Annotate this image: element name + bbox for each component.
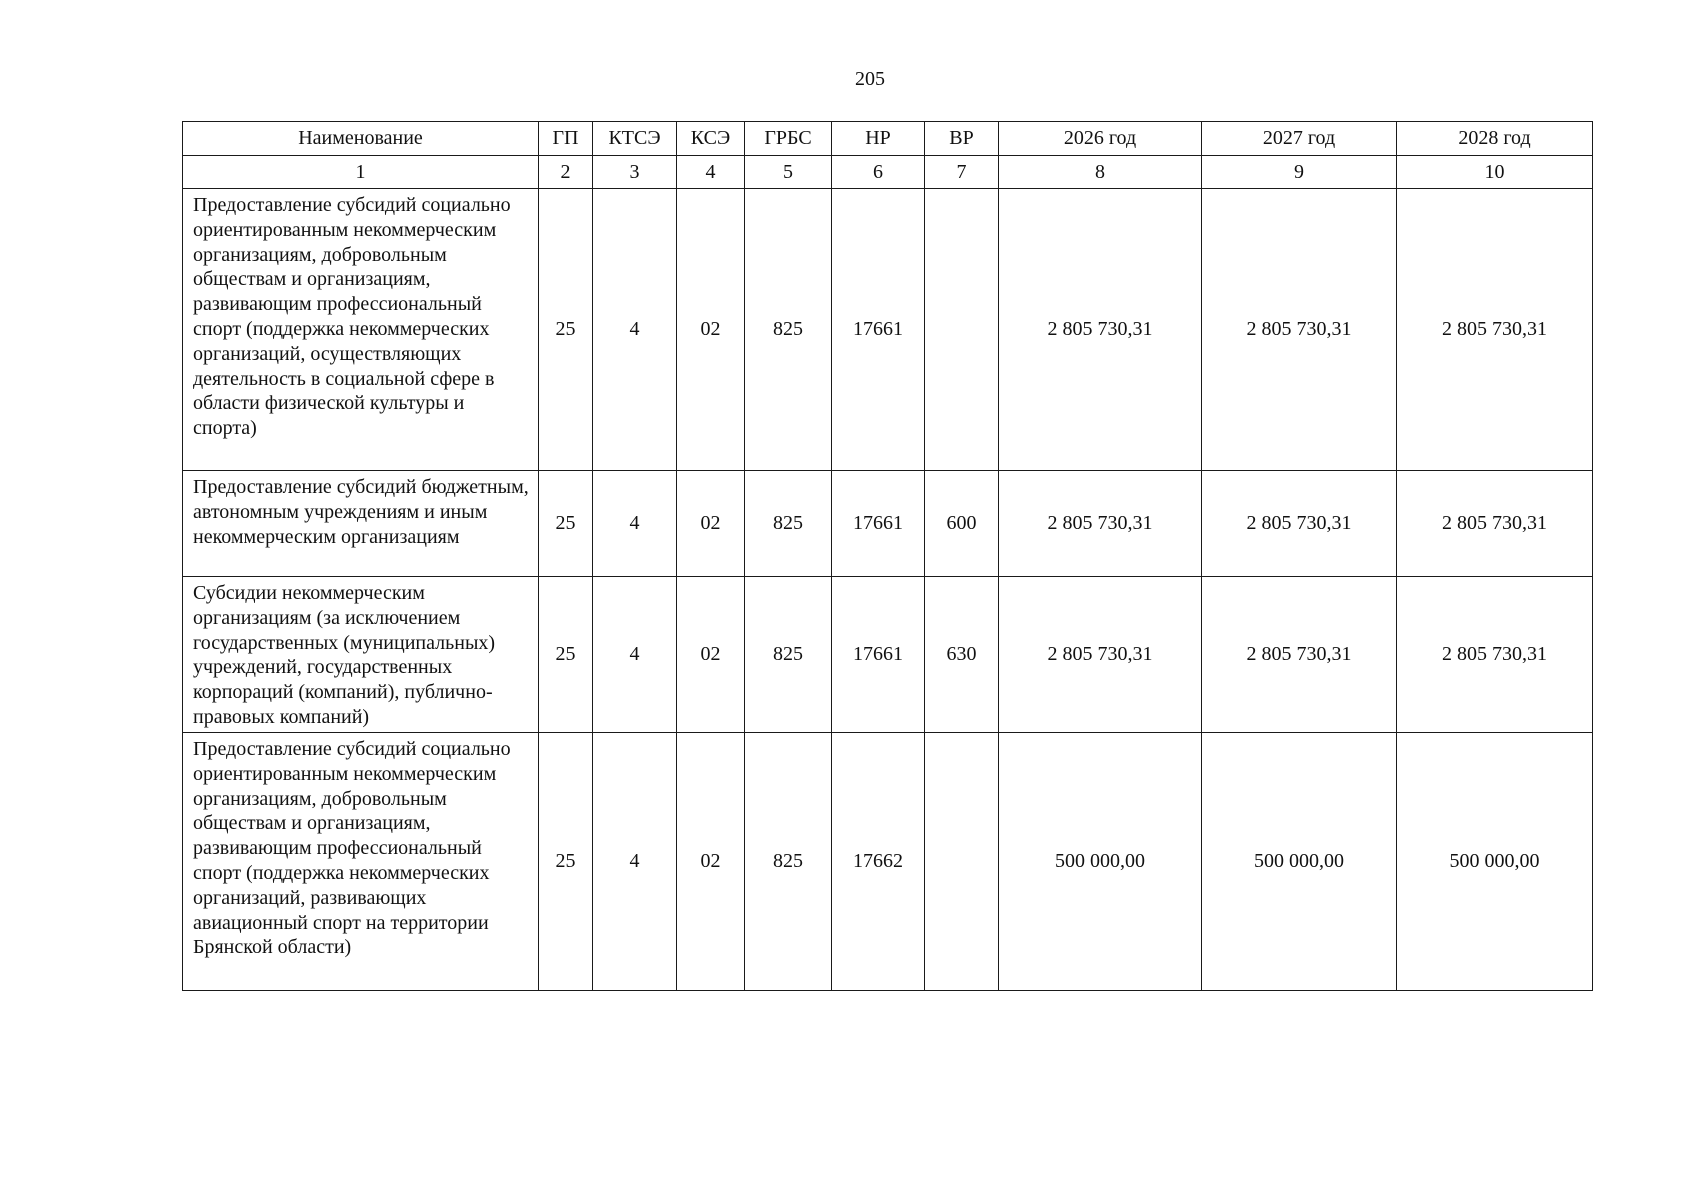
row-vr (925, 189, 999, 471)
row-vr: 600 (925, 471, 999, 577)
budget-table (182, 121, 1593, 991)
column-number: 10 (1397, 156, 1593, 189)
header-ktse: КТСЭ (593, 122, 677, 156)
row-ktse: 4 (593, 471, 677, 577)
row-vr (925, 733, 999, 991)
row-name: Предоставление субсидий социально ориентированным некоммерческим организациям, добровольным обществам и организациям, развивающим профессиональный спорт (поддержка некоммерческих организаций, развивающих авиационный спорт на территории Брянской области) (183, 733, 539, 991)
column-number: 2 (539, 156, 593, 189)
row-kse: 02 (677, 577, 745, 733)
row-2028: 2 805 730,31 (1397, 577, 1593, 733)
column-number: 3 (593, 156, 677, 189)
row-gp: 25 (539, 733, 593, 991)
page-number: 205 (855, 68, 885, 90)
column-number: 5 (745, 156, 832, 189)
row-nr: 17661 (832, 471, 925, 577)
row-2027: 2 805 730,31 (1202, 577, 1397, 733)
row-kse: 02 (677, 733, 745, 991)
row-2027: 2 805 730,31 (1202, 189, 1397, 471)
header-grbs: ГРБС (745, 122, 832, 156)
header-name: Наименование (183, 122, 539, 156)
table-row (183, 577, 1593, 733)
row-vr: 630 (925, 577, 999, 733)
row-nr: 17661 (832, 577, 925, 733)
row-2027: 2 805 730,31 (1202, 471, 1397, 577)
budget-table-container (182, 121, 1592, 991)
header-2027: 2027 год (1202, 122, 1397, 156)
column-number: 4 (677, 156, 745, 189)
header-2026: 2026 год (999, 122, 1202, 156)
row-2028: 2 805 730,31 (1397, 189, 1593, 471)
header-vr: ВР (925, 122, 999, 156)
column-number: 1 (183, 156, 539, 189)
row-2026: 2 805 730,31 (999, 471, 1202, 577)
row-grbs: 825 (745, 471, 832, 577)
row-nr: 17662 (832, 733, 925, 991)
row-ktse: 4 (593, 577, 677, 733)
row-kse: 02 (677, 471, 745, 577)
column-number-row (183, 156, 1593, 189)
row-name: Субсидии некоммерческим организациям (за исключением государственных (муниципальных) учреждений, государственных корпораций (компаний), публично-правовых компаний) (183, 577, 539, 733)
table-row (183, 189, 1593, 471)
row-2027: 500 000,00 (1202, 733, 1397, 991)
row-2028: 2 805 730,31 (1397, 471, 1593, 577)
row-name: Предоставление субсидий социально ориентированным некоммерческим организациям, добровольным обществам и организациям, развивающим профессиональный спорт (поддержка некоммерческих организаций, осуществляющих деятельность в социальной сфере в области физической культуры и спорта) (183, 189, 539, 471)
row-gp: 25 (539, 577, 593, 733)
row-grbs: 825 (745, 733, 832, 991)
row-grbs: 825 (745, 577, 832, 733)
row-2026: 500 000,00 (999, 733, 1202, 991)
column-number: 8 (999, 156, 1202, 189)
header-nr: НР (832, 122, 925, 156)
header-row (183, 122, 1593, 156)
row-gp: 25 (539, 471, 593, 577)
row-2026: 2 805 730,31 (999, 577, 1202, 733)
table-row (183, 471, 1593, 577)
row-ktse: 4 (593, 189, 677, 471)
table-row (183, 733, 1593, 991)
row-gp: 25 (539, 189, 593, 471)
row-2026: 2 805 730,31 (999, 189, 1202, 471)
row-name: Предоставление субсидий бюджетным, автономным учреждениям и иным некоммерческим организациям (183, 471, 539, 577)
column-number: 6 (832, 156, 925, 189)
row-2028: 500 000,00 (1397, 733, 1593, 991)
row-nr: 17661 (832, 189, 925, 471)
row-ktse: 4 (593, 733, 677, 991)
row-kse: 02 (677, 189, 745, 471)
column-number: 9 (1202, 156, 1397, 189)
row-grbs: 825 (745, 189, 832, 471)
header-2028: 2028 год (1397, 122, 1593, 156)
column-number: 7 (925, 156, 999, 189)
header-kse: КСЭ (677, 122, 745, 156)
header-gp: ГП (539, 122, 593, 156)
